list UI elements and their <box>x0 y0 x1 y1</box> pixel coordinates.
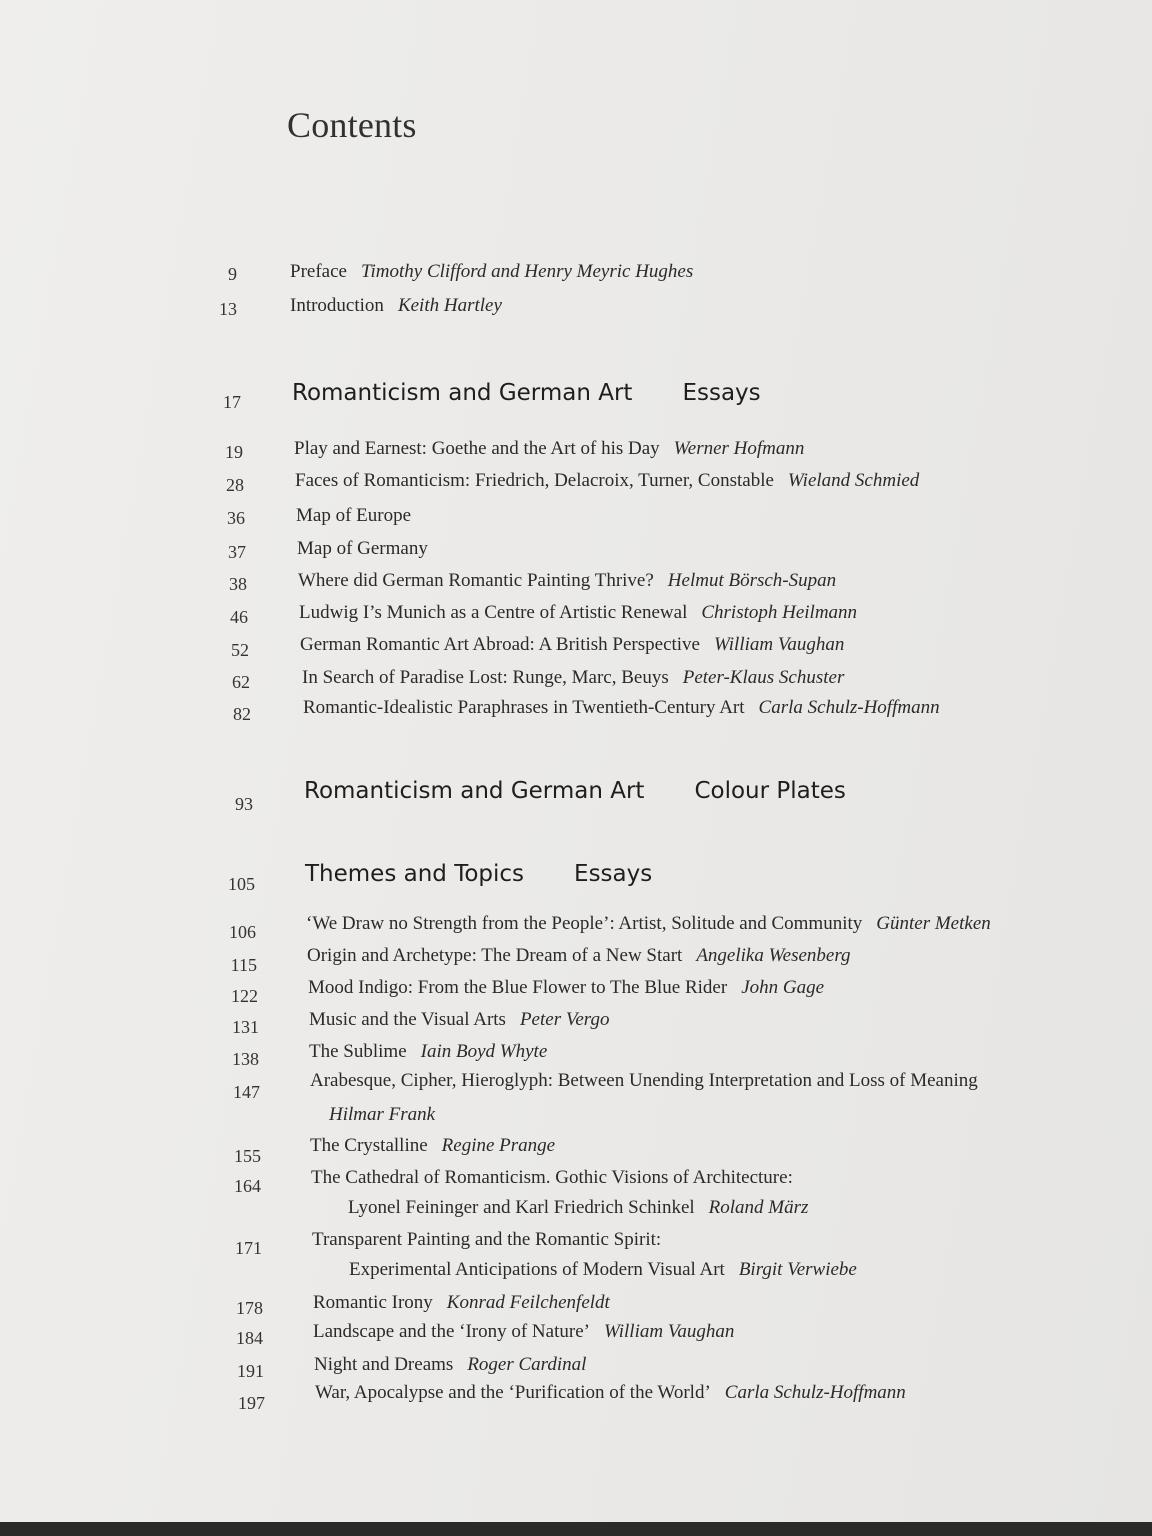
entry-title: War, Apocalypse and the ‘Purification of the World’ <box>315 1382 711 1403</box>
entry-title: The Sublime <box>309 1041 407 1062</box>
page-number: 106 <box>229 922 256 942</box>
entry-title: Map of Europe <box>296 505 412 526</box>
entry-title: Introduction <box>290 295 384 316</box>
entry-title: Lyonel Feininger and Karl Friedrich Schinkel <box>348 1197 695 1218</box>
entry-title: Music and the Visual Arts <box>309 1009 506 1030</box>
entry-author: Keith Hartley <box>397 295 502 316</box>
page-number: 131 <box>232 1017 259 1037</box>
page-number: 52 <box>231 640 249 660</box>
page-number: 115 <box>230 955 257 975</box>
entry-author: John Gage <box>741 977 825 998</box>
toc-entry <box>298 570 836 592</box>
entry-author: Hilmar Frank <box>329 1104 436 1125</box>
entry-title: Experimental Anticipations of Modern Visual Art <box>349 1259 725 1280</box>
toc-entry <box>307 945 851 967</box>
page-number: 38 <box>229 574 247 594</box>
page-number: 28 <box>226 475 244 495</box>
entry-author: Birgit Verwiebe <box>738 1259 857 1280</box>
entry-author: Angelika Wesenberg <box>696 945 851 966</box>
entry-title: Map of Germany <box>297 538 428 559</box>
entry-author: Christoph Heilmann <box>701 602 858 623</box>
page-number: 184 <box>236 1328 263 1348</box>
toc-entry <box>290 295 502 317</box>
entry-author: Helmut Börsch-Supan <box>667 570 837 591</box>
section-subtitle: Essays <box>682 380 761 406</box>
entry-title: Where did German Romantic Painting Thrive? <box>298 570 654 591</box>
section-subtitle: Essays <box>574 861 653 887</box>
page-number: 13 <box>219 299 237 319</box>
toc-entry <box>295 470 919 492</box>
entry-title: Origin and Archetype: The Dream of a New Start <box>307 945 683 966</box>
entry-title: Arabesque, Cipher, Hieroglyph: Between Unending Interpretation and Loss of Meaning <box>310 1070 978 1091</box>
entry-author: Roland März <box>708 1197 809 1218</box>
entry-title: Romantic-Idealistic Paraphrases in Twentieth-Century Art <box>303 697 745 718</box>
entry-title: Landscape and the ‘Irony of Nature’ <box>313 1321 590 1342</box>
toc-entry-continuation <box>329 1104 435 1126</box>
entry-title: Ludwig I’s Munich as a Centre of Artistic Renewal <box>299 602 688 623</box>
section-title: Romanticism and German Art <box>292 380 633 406</box>
page-number: 138 <box>232 1049 259 1069</box>
toc-entry <box>313 1292 610 1314</box>
page-number: 164 <box>234 1176 261 1196</box>
toc-entry <box>290 261 693 283</box>
entry-author: Konrad Feilchenfeldt <box>446 1292 610 1313</box>
toc-entry <box>315 1382 906 1404</box>
page-number: 19 <box>225 442 243 462</box>
entry-author: Roger Cardinal <box>467 1354 587 1375</box>
toc-entry <box>302 667 844 689</box>
toc-entry <box>303 697 940 719</box>
toc-entry <box>308 977 824 999</box>
entry-title: Faces of Romanticism: Friedrich, Delacroix, Turner, Constable <box>295 470 774 491</box>
entry-title: Night and Dreams <box>314 1354 454 1375</box>
page-number: 82 <box>233 704 251 724</box>
entry-author: Carla Schulz-Hoffmann <box>758 697 940 718</box>
toc-entry <box>309 1009 609 1031</box>
toc-entry <box>311 1167 793 1189</box>
toc-entry <box>312 1229 661 1251</box>
entry-author: Timothy Clifford and Henry Meyric Hughes <box>360 261 694 282</box>
entry-title: German Romantic Art Abroad: A British Perspective <box>300 634 700 655</box>
toc-entry <box>310 1135 555 1157</box>
page-number: 36 <box>227 508 245 528</box>
toc-entry-continuation <box>348 1197 808 1219</box>
toc-entry <box>314 1354 586 1376</box>
toc-entry <box>309 1041 547 1063</box>
page-number: 37 <box>228 542 246 562</box>
section-title: Themes and Topics <box>305 861 525 887</box>
entry-title: Transparent Painting and the Romantic Spirit: <box>312 1229 662 1250</box>
page-number: 191 <box>237 1361 264 1381</box>
entry-title: In Search of Paradise Lost: Runge, Marc, Beuys <box>302 667 669 688</box>
section-heading <box>292 380 761 406</box>
entry-author: Günter Metken <box>876 913 991 934</box>
entry-author: Carla Schulz-Hoffmann <box>724 1382 906 1403</box>
entry-author: Iain Boyd Whyte <box>420 1041 548 1062</box>
entry-title: Romantic Irony <box>313 1292 433 1313</box>
toc-entry <box>310 1070 978 1092</box>
section-title: Romanticism and German Art <box>304 778 645 804</box>
section-heading <box>304 778 846 804</box>
page-number: 46 <box>230 607 248 627</box>
toc-entry <box>300 634 844 656</box>
toc-entry <box>297 538 428 560</box>
page-number: 93 <box>235 794 253 814</box>
entry-title: The Cathedral of Romanticism. Gothic Visions of Architecture: <box>311 1167 793 1188</box>
entry-title: Mood Indigo: From the Blue Flower to The Blue Rider <box>308 977 728 998</box>
entry-title: ‘We Draw no Strength from the People’: Artist, Solitude and Community <box>306 913 863 934</box>
toc-entry <box>294 438 804 460</box>
entry-author: William Vaughan <box>603 1321 735 1342</box>
entry-author: William Vaughan <box>714 634 845 655</box>
page-number: 178 <box>236 1298 263 1318</box>
entry-author: Wieland Schmied <box>787 470 920 491</box>
page-bottom-edge <box>0 1522 1152 1536</box>
page-number: 9 <box>228 264 237 284</box>
page-number: 17 <box>223 392 241 412</box>
toc-entry <box>296 505 411 527</box>
page-number: 155 <box>234 1146 261 1166</box>
page-title: Contents <box>287 105 417 145</box>
entry-title: Play and Earnest: Goethe and the Art of his Day <box>294 438 660 459</box>
entry-title: The Crystalline <box>310 1135 428 1156</box>
entry-author: Peter-Klaus Schuster <box>682 667 845 688</box>
page-number: 197 <box>238 1393 265 1413</box>
page-number: 62 <box>232 672 250 692</box>
entry-author: Werner Hofmann <box>673 438 805 459</box>
entry-title: Preface <box>290 261 347 282</box>
page-number: 171 <box>235 1238 262 1258</box>
toc-entry <box>299 602 857 624</box>
entry-author: Peter Vergo <box>519 1009 610 1030</box>
section-heading <box>305 861 652 887</box>
entry-author: Regine Prange <box>441 1135 556 1156</box>
page-number: 105 <box>228 874 255 894</box>
toc-entry <box>313 1321 734 1343</box>
toc-entry-continuation <box>349 1259 857 1281</box>
page-number: 147 <box>233 1082 260 1102</box>
section-subtitle: Colour Plates <box>694 778 846 804</box>
page-number: 122 <box>231 986 258 1006</box>
toc-entry <box>306 913 991 935</box>
